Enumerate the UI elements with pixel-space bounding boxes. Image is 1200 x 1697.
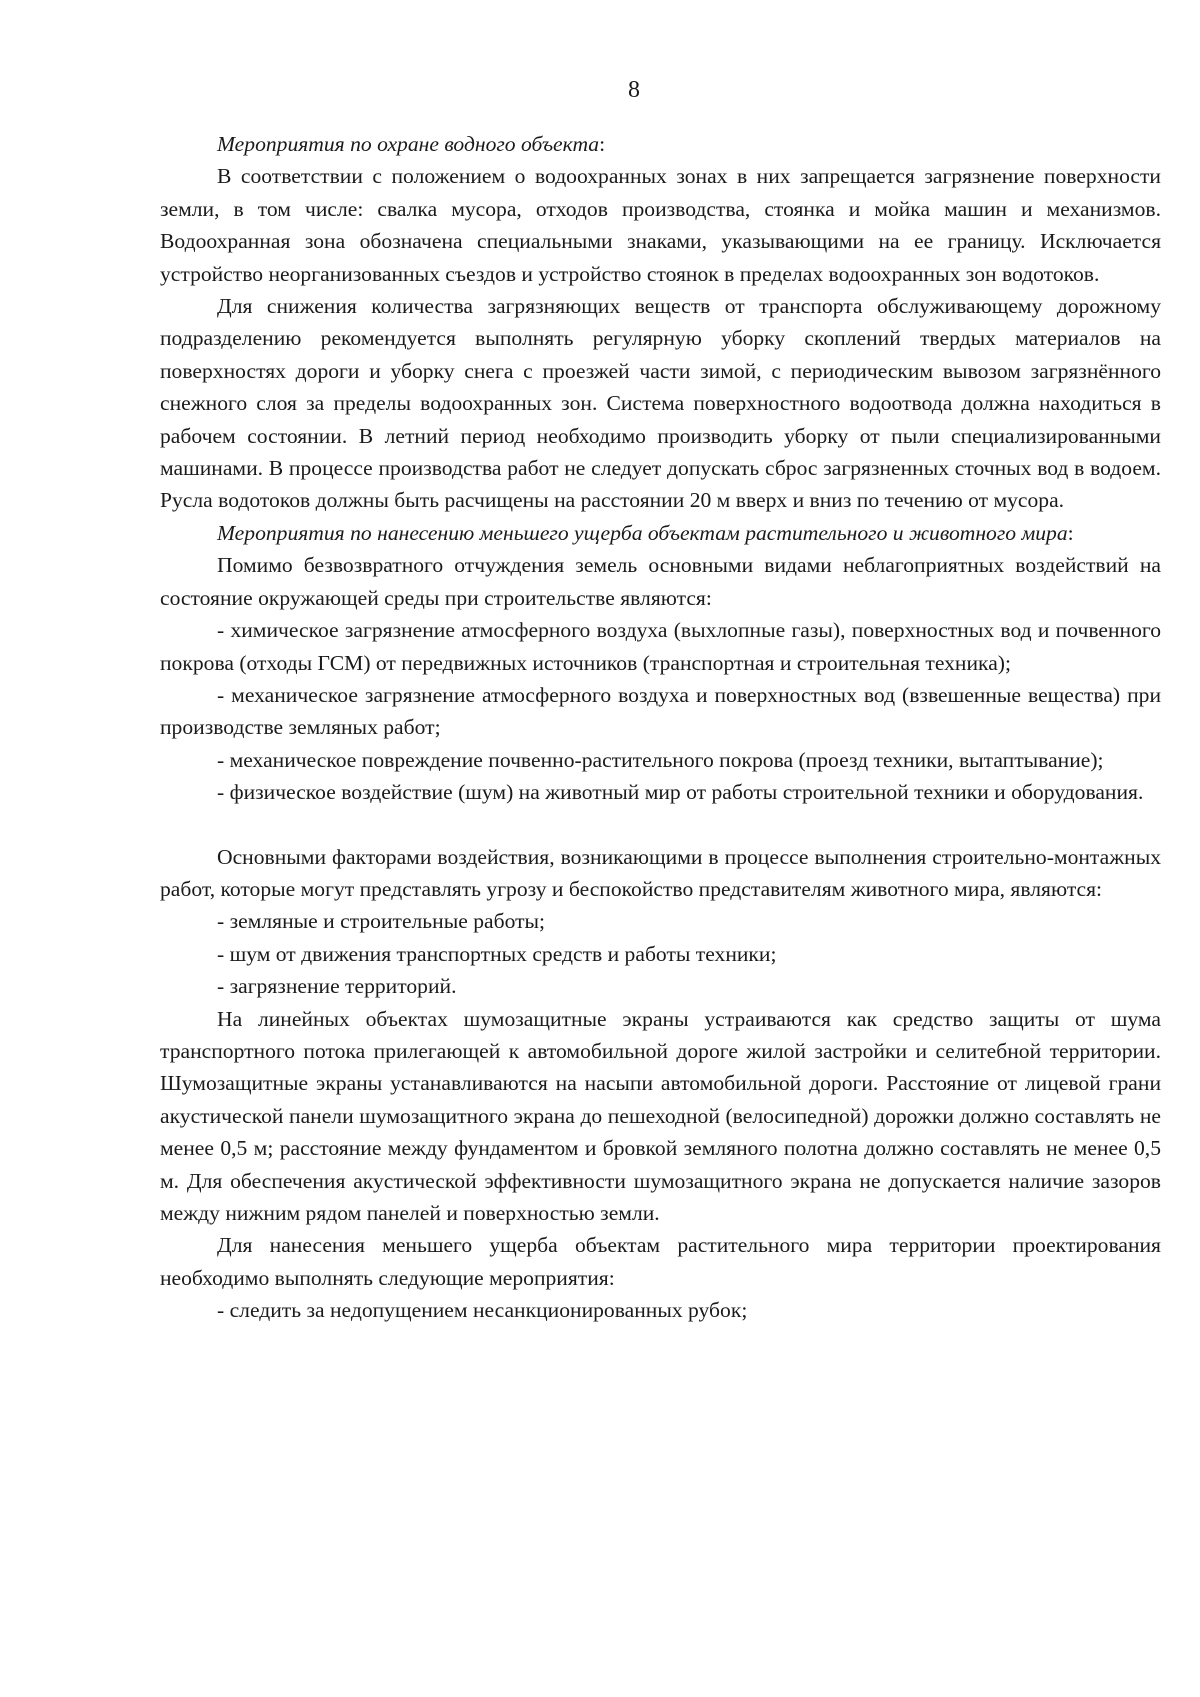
document-body: [160, 128, 1161, 1327]
list-item-impact-chemical: - химическое загрязнение атмосферного воздуха (выхлопные газы), поверхностных вод и почвенного покрова (отходы ГСМ) от передвижных источников (транспортная и строительная техника);: [160, 618, 1161, 675]
list-item-factor-earthworks: - земляные и строительные работы;: [217, 909, 546, 934]
list-item-factor-territory-pollution: - загрязнение территорий.: [217, 974, 457, 999]
section-heading-water: [160, 128, 1161, 160]
paragraph-factors-intro: Основными факторами воздействия, возникающими в процессе выполнения строительно-монтажных работ, которые могут представлять угрозу и беспокойство представителям животного мира, являются:: [160, 844, 1161, 901]
list-item-measure-illegal-logging: - следить за недопущением несанкционированных рубок;: [217, 1298, 748, 1323]
page-number: 8: [628, 77, 640, 103]
paragraph-measures-intro: Для нанесения меньшего ущерба объектам растительного мира территории проектирования необходимо выполнять следующие мероприятия:: [160, 1233, 1161, 1290]
list-item-impact-noise: - физическое воздействие (шум) на животный мир от работы строительной техники и оборудования.: [217, 780, 1144, 805]
list-item-impact-mechanical-air: - механическое загрязнение атмосферного воздуха и поверхностных вод (взвешенные вещества) при производстве земляных работ;: [160, 682, 1161, 740]
list-item-impact-soil-damage: - механическое повреждение почвенно-растительного покрова (проезд техники, вытаптывание);: [217, 747, 1104, 772]
section-heading-water-colon: :: [599, 132, 606, 156]
paragraph-impacts-intro: Помимо безвозвратного отчуждения земель основными видами неблагоприятных воздействий на состояние окружающей среды при строительстве являются:: [160, 553, 1161, 610]
section-heading-flora-fauna: [160, 517, 1161, 549]
paragraph-pollution-reduction: Для снижения количества загрязняющих веществ от транспорта обслуживающему дорожному подразделению рекомендуется выполнять регулярную уборку скоплений твердых материалов на поверхностях дороги и уборку снега с проезжей части зимой, с периодическим вывозом загрязнённого снежного слоя за пределы водоохранных зон. Система поверхностного водоотвода должна находиться в рабочем состоянии. В летний период необходимо производить уборку от пыли специализированными машинами. В процессе производства работ не следует допускать сброс загрязненных сточных вод в водоем. Русла водотоков должны быть расчищены на расстоянии 20 м вверх и вниз по течению от мусора.: [160, 294, 1161, 513]
blank-line: [160, 809, 1161, 841]
section-heading-flora-fauna-colon: :: [1067, 520, 1074, 545]
list-item-factor-traffic-noise: - шум от движения транспортных средств и работы техники;: [217, 941, 777, 966]
section-heading-flora-fauna-text: Мероприятия по нанесению меньшего ущерба объектам растительного и животного мира: [217, 520, 1068, 545]
section-heading-water-text: Мероприятия по охране водного объекта: [217, 132, 600, 156]
paragraph-water-zones: В соответствии с положением о водоохранных зонах в них запрещается загрязнение поверхности земли, в том числе: свалка мусора, отходов производства, стоянка и мойка машин и механизмов. Водоохранная зона обозначена специальными знаками, указывающими на ее границу. Исключается устройство неорганизованных съездов и устройство стоянок в пределах водоохранных зон водотоков.: [160, 164, 1161, 286]
paragraph-noise-barriers: На линейных объектах шумозащитные экраны устраиваются как средство защиты от шума транспортного потока прилегающей к автомобильной дороге жилой застройки и селитебной территории. Шумозащитные экраны устанавливаются на насыпи автомобильной дороги. Расстояние от лицевой грани акустической панели шумозащитного экрана до пешеходной (велосипедной) дорожки должно составлять не менее 0,5 м; расстояние между фундаментом и бровкой земляного полотна должно составлять не менее 0,5 м. Для обеспечения акустической эффективности шумозащитного экрана не допускается наличие зазоров между нижним рядом панелей и поверхностью земли.: [160, 1006, 1161, 1225]
